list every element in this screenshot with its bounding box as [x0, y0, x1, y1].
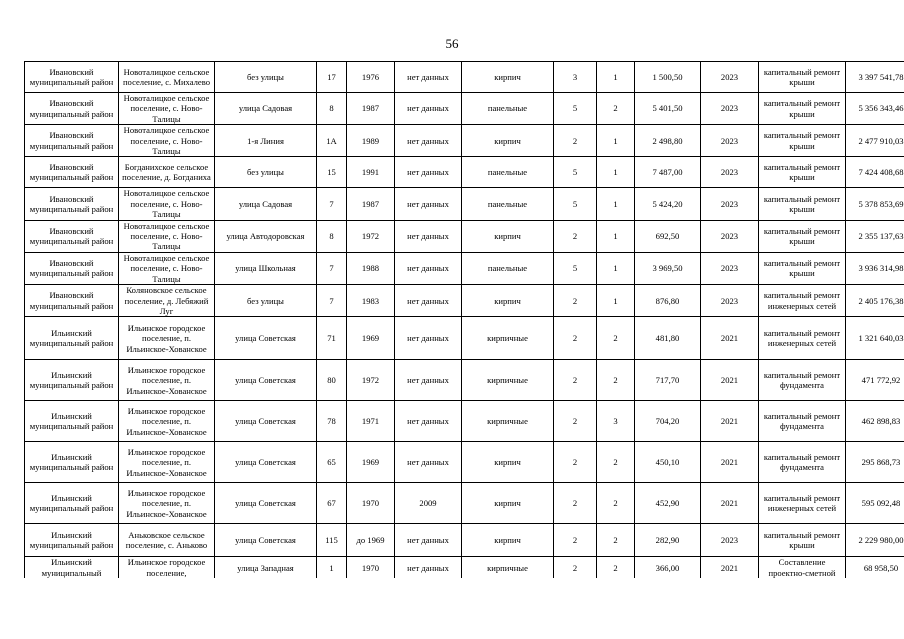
- cell-renovation-year: 2009: [395, 483, 462, 524]
- page-number: 56: [445, 36, 459, 51]
- cell-floors: 5: [554, 252, 597, 284]
- cell-street: улица Западная: [215, 557, 317, 578]
- cell-settlement: Новоталицкое сельское поселение, с. Михалево: [119, 62, 215, 93]
- cell-district: Ильинский муниципальный: [25, 557, 119, 578]
- cell-wall-material: панельные: [462, 252, 554, 284]
- table-row: [25, 93, 904, 125]
- cell-house-number: 115: [317, 524, 347, 557]
- table-row: [25, 317, 904, 360]
- cell-plan-year: 2021: [701, 557, 759, 578]
- table-row: [25, 62, 904, 93]
- cell-street: улица Садовая: [215, 93, 317, 125]
- cell-cost: 2 229 980,00: [846, 524, 904, 557]
- cell-street: улица Автодоровская: [215, 220, 317, 252]
- cell-work-type: капитальный ремонт инженерных сетей: [759, 317, 846, 360]
- cell-plan-year: 2021: [701, 442, 759, 483]
- cell-area: 366,00: [635, 557, 701, 578]
- cell-floors: 5: [554, 188, 597, 220]
- cell-street: улица Советская: [215, 360, 317, 401]
- cell-plan-year: 2023: [701, 252, 759, 284]
- cell-plan-year: 2023: [701, 93, 759, 125]
- cell-settlement: Новоталицкое сельское поселение, с. Ново-Талицы: [119, 188, 215, 220]
- cell-cost: 471 772,92: [846, 360, 904, 401]
- cell-floors: 2: [554, 401, 597, 442]
- cell-house-number: 8: [317, 93, 347, 125]
- cell-street: улица Советская: [215, 401, 317, 442]
- cell-wall-material: кирпич: [462, 125, 554, 157]
- cell-build-year: 1983: [347, 285, 395, 317]
- cell-settlement: Аньковское сельское поселение, с. Аньково: [119, 524, 215, 557]
- table-row: [25, 483, 904, 524]
- cell-district: Ивановский муниципальный район: [25, 252, 119, 284]
- cell-cost: 295 868,73: [846, 442, 904, 483]
- cell-house-number: 7: [317, 188, 347, 220]
- cell-cost: 7 424 408,68: [846, 157, 904, 188]
- cell-renovation-year: нет данных: [395, 93, 462, 125]
- cell-renovation-year: нет данных: [395, 360, 462, 401]
- cell-wall-material: кирпичные: [462, 557, 554, 578]
- cell-area: 2 498,80: [635, 125, 701, 157]
- cell-plan-year: 2023: [701, 188, 759, 220]
- cell-work-type: Составление проектно-сметной: [759, 557, 846, 578]
- cell-area: 3 969,50: [635, 252, 701, 284]
- cell-house-number: 7: [317, 285, 347, 317]
- cell-district: Ильинский муниципальный район: [25, 483, 119, 524]
- cell-entrances: 1: [597, 62, 635, 93]
- cell-street: улица Советская: [215, 483, 317, 524]
- cell-entrances: 2: [597, 442, 635, 483]
- cell-area: 450,10: [635, 442, 701, 483]
- cell-street: улица Школьная: [215, 252, 317, 284]
- cell-work-type: капитальный ремонт крыши: [759, 188, 846, 220]
- cell-cost: 2 405 176,38: [846, 285, 904, 317]
- cell-floors: 2: [554, 125, 597, 157]
- cell-wall-material: панельные: [462, 157, 554, 188]
- cell-work-type: капитальный ремонт крыши: [759, 157, 846, 188]
- housing-repair-table: [24, 61, 904, 578]
- cell-settlement: Богданихское сельское поселение, д. Богданиха: [119, 157, 215, 188]
- cell-district: Ильинский муниципальный район: [25, 360, 119, 401]
- cell-floors: 5: [554, 93, 597, 125]
- cell-settlement: Ильинское городское поселение, п. Ильинское-Хованское: [119, 401, 215, 442]
- cell-district: Ивановский муниципальный район: [25, 62, 119, 93]
- cell-area: 481,80: [635, 317, 701, 360]
- cell-entrances: 2: [597, 483, 635, 524]
- cell-district: Ильинский муниципальный район: [25, 442, 119, 483]
- cell-entrances: 1: [597, 285, 635, 317]
- table-body: [25, 62, 904, 579]
- cell-renovation-year: нет данных: [395, 252, 462, 284]
- cell-plan-year: 2023: [701, 220, 759, 252]
- table-row: [25, 557, 904, 578]
- cell-cost: 3 397 541,78: [846, 62, 904, 93]
- cell-cost: 595 092,48: [846, 483, 904, 524]
- cell-build-year: 1969: [347, 442, 395, 483]
- cell-street: без улицы: [215, 62, 317, 93]
- cell-house-number: 67: [317, 483, 347, 524]
- cell-settlement: Новоталицкое сельское поселение, с. Ново-Талицы: [119, 93, 215, 125]
- table-row: [25, 252, 904, 284]
- cell-plan-year: 2023: [701, 285, 759, 317]
- cell-floors: 2: [554, 360, 597, 401]
- cell-renovation-year: нет данных: [395, 401, 462, 442]
- cell-wall-material: кирпичные: [462, 401, 554, 442]
- cell-floors: 2: [554, 317, 597, 360]
- cell-renovation-year: нет данных: [395, 62, 462, 93]
- cell-wall-material: кирпич: [462, 442, 554, 483]
- cell-settlement: Новоталицкое сельское поселение, с. Ново-Талицы: [119, 125, 215, 157]
- cell-floors: 2: [554, 285, 597, 317]
- cell-build-year: 1970: [347, 557, 395, 578]
- cell-house-number: 15: [317, 157, 347, 188]
- cell-house-number: 1А: [317, 125, 347, 157]
- cell-plan-year: 2023: [701, 62, 759, 93]
- cell-entrances: 2: [597, 557, 635, 578]
- table-row: [25, 442, 904, 483]
- cell-build-year: 1972: [347, 360, 395, 401]
- cell-work-type: капитальный ремонт крыши: [759, 220, 846, 252]
- cell-cost: 5 378 853,69: [846, 188, 904, 220]
- cell-floors: 2: [554, 557, 597, 578]
- cell-street: улица Садовая: [215, 188, 317, 220]
- cell-build-year: 1991: [347, 157, 395, 188]
- cell-wall-material: кирпич: [462, 62, 554, 93]
- cell-entrances: 2: [597, 317, 635, 360]
- cell-area: 7 487,00: [635, 157, 701, 188]
- cell-area: 5 401,50: [635, 93, 701, 125]
- cell-settlement: Коляновское сельское поселение, д. Лебяжий Луг: [119, 285, 215, 317]
- cell-cost: 2 355 137,63: [846, 220, 904, 252]
- cell-area: 452,90: [635, 483, 701, 524]
- cell-plan-year: 2023: [701, 125, 759, 157]
- cell-renovation-year: нет данных: [395, 125, 462, 157]
- cell-street: без улицы: [215, 157, 317, 188]
- table-row: [25, 125, 904, 157]
- cell-plan-year: 2023: [701, 157, 759, 188]
- cell-house-number: 7: [317, 252, 347, 284]
- table-row: [25, 360, 904, 401]
- cell-work-type: капитальный ремонт инженерных сетей: [759, 483, 846, 524]
- cell-cost: 3 936 314,98: [846, 252, 904, 284]
- cell-settlement: Новоталицкое сельское поселение, с. Ново-Талицы: [119, 252, 215, 284]
- cell-floors: 3: [554, 62, 597, 93]
- cell-build-year: 1987: [347, 93, 395, 125]
- cell-street: улица Советская: [215, 317, 317, 360]
- cell-entrances: 1: [597, 252, 635, 284]
- cell-work-type: капитальный ремонт крыши: [759, 62, 846, 93]
- cell-district: Ильинский муниципальный район: [25, 401, 119, 442]
- cell-cost: 462 898,83: [846, 401, 904, 442]
- cell-build-year: 1972: [347, 220, 395, 252]
- cell-build-year: 1989: [347, 125, 395, 157]
- cell-floors: 2: [554, 524, 597, 557]
- cell-entrances: 1: [597, 188, 635, 220]
- cell-work-type: капитальный ремонт фундамента: [759, 442, 846, 483]
- cell-settlement: Ильинское городское поселение, п. Ильинское-Хованское: [119, 360, 215, 401]
- cell-wall-material: кирпич: [462, 483, 554, 524]
- cell-district: Ивановский муниципальный район: [25, 188, 119, 220]
- cell-plan-year: 2021: [701, 360, 759, 401]
- cell-district: Ивановский муниципальный район: [25, 93, 119, 125]
- cell-renovation-year: нет данных: [395, 442, 462, 483]
- cell-house-number: 71: [317, 317, 347, 360]
- cell-street: улица Советская: [215, 442, 317, 483]
- table-row: [25, 524, 904, 557]
- cell-renovation-year: нет данных: [395, 557, 462, 578]
- cell-area: 692,50: [635, 220, 701, 252]
- cell-renovation-year: нет данных: [395, 157, 462, 188]
- cell-plan-year: 2021: [701, 317, 759, 360]
- cell-renovation-year: нет данных: [395, 317, 462, 360]
- cell-area: 1 500,50: [635, 62, 701, 93]
- table-row: [25, 401, 904, 442]
- cell-entrances: 1: [597, 157, 635, 188]
- cell-build-year: 1976: [347, 62, 395, 93]
- cell-build-year: 1988: [347, 252, 395, 284]
- cell-wall-material: кирпич: [462, 285, 554, 317]
- cell-district: Ивановский муниципальный район: [25, 285, 119, 317]
- table-row: [25, 188, 904, 220]
- cell-street: 1-я Линия: [215, 125, 317, 157]
- cell-settlement: Ильинское городское поселение,: [119, 557, 215, 578]
- cell-entrances: 2: [597, 93, 635, 125]
- cell-house-number: 65: [317, 442, 347, 483]
- cell-plan-year: 2021: [701, 401, 759, 442]
- cell-work-type: капитальный ремонт крыши: [759, 252, 846, 284]
- cell-entrances: 2: [597, 524, 635, 557]
- cell-settlement: Ильинское городское поселение, п. Ильинское-Хованское: [119, 483, 215, 524]
- cell-district: Ивановский муниципальный район: [25, 157, 119, 188]
- cell-work-type: капитальный ремонт инженерных сетей: [759, 285, 846, 317]
- cell-work-type: капитальный ремонт крыши: [759, 125, 846, 157]
- cell-renovation-year: нет данных: [395, 188, 462, 220]
- cell-work-type: капитальный ремонт крыши: [759, 524, 846, 557]
- cell-area: 717,70: [635, 360, 701, 401]
- cell-floors: 5: [554, 157, 597, 188]
- cell-settlement: Ильинское городское поселение, п. Ильинское-Хованское: [119, 317, 215, 360]
- cell-floors: 2: [554, 220, 597, 252]
- cell-area: 876,80: [635, 285, 701, 317]
- cell-entrances: 1: [597, 220, 635, 252]
- cell-floors: 2: [554, 442, 597, 483]
- cell-house-number: 80: [317, 360, 347, 401]
- cell-district: Ильинский муниципальный район: [25, 317, 119, 360]
- cell-house-number: 78: [317, 401, 347, 442]
- table-row: [25, 220, 904, 252]
- cell-area: 282,90: [635, 524, 701, 557]
- cell-build-year: 1987: [347, 188, 395, 220]
- cell-house-number: 1: [317, 557, 347, 578]
- cell-area: 5 424,20: [635, 188, 701, 220]
- cell-renovation-year: нет данных: [395, 524, 462, 557]
- cell-build-year: 1969: [347, 317, 395, 360]
- cell-settlement: Ильинское городское поселение, п. Ильинское-Хованское: [119, 442, 215, 483]
- cell-cost: 5 356 343,46: [846, 93, 904, 125]
- cell-build-year: до 1969: [347, 524, 395, 557]
- cell-entrances: 3: [597, 401, 635, 442]
- cell-wall-material: кирпичные: [462, 360, 554, 401]
- cell-work-type: капитальный ремонт фундамента: [759, 360, 846, 401]
- cell-district: Ильинский муниципальный район: [25, 524, 119, 557]
- table-row: [25, 157, 904, 188]
- cell-cost: 2 477 910,03: [846, 125, 904, 157]
- cell-wall-material: кирпич: [462, 220, 554, 252]
- cell-entrances: 1: [597, 125, 635, 157]
- cell-cost: 1 321 640,03: [846, 317, 904, 360]
- cell-plan-year: 2021: [701, 483, 759, 524]
- cell-entrances: 2: [597, 360, 635, 401]
- cell-floors: 2: [554, 483, 597, 524]
- cell-street: улица Советская: [215, 524, 317, 557]
- cell-street: без улицы: [215, 285, 317, 317]
- table-row: [25, 285, 904, 317]
- cell-district: Ивановский муниципальный район: [25, 125, 119, 157]
- cell-cost: 68 958,50: [846, 557, 904, 578]
- cell-house-number: 17: [317, 62, 347, 93]
- cell-wall-material: панельные: [462, 188, 554, 220]
- cell-plan-year: 2023: [701, 524, 759, 557]
- cell-renovation-year: нет данных: [395, 285, 462, 317]
- cell-house-number: 8: [317, 220, 347, 252]
- cell-settlement: Новоталицкое сельское поселение, с. Ново-Талицы: [119, 220, 215, 252]
- cell-renovation-year: нет данных: [395, 220, 462, 252]
- cell-work-type: капитальный ремонт крыши: [759, 93, 846, 125]
- cell-build-year: 1970: [347, 483, 395, 524]
- cell-build-year: 1971: [347, 401, 395, 442]
- cell-district: Ивановский муниципальный район: [25, 220, 119, 252]
- cell-wall-material: кирпич: [462, 524, 554, 557]
- cell-wall-material: панельные: [462, 93, 554, 125]
- cell-wall-material: кирпичные: [462, 317, 554, 360]
- cell-area: 704,20: [635, 401, 701, 442]
- cell-work-type: капитальный ремонт фундамента: [759, 401, 846, 442]
